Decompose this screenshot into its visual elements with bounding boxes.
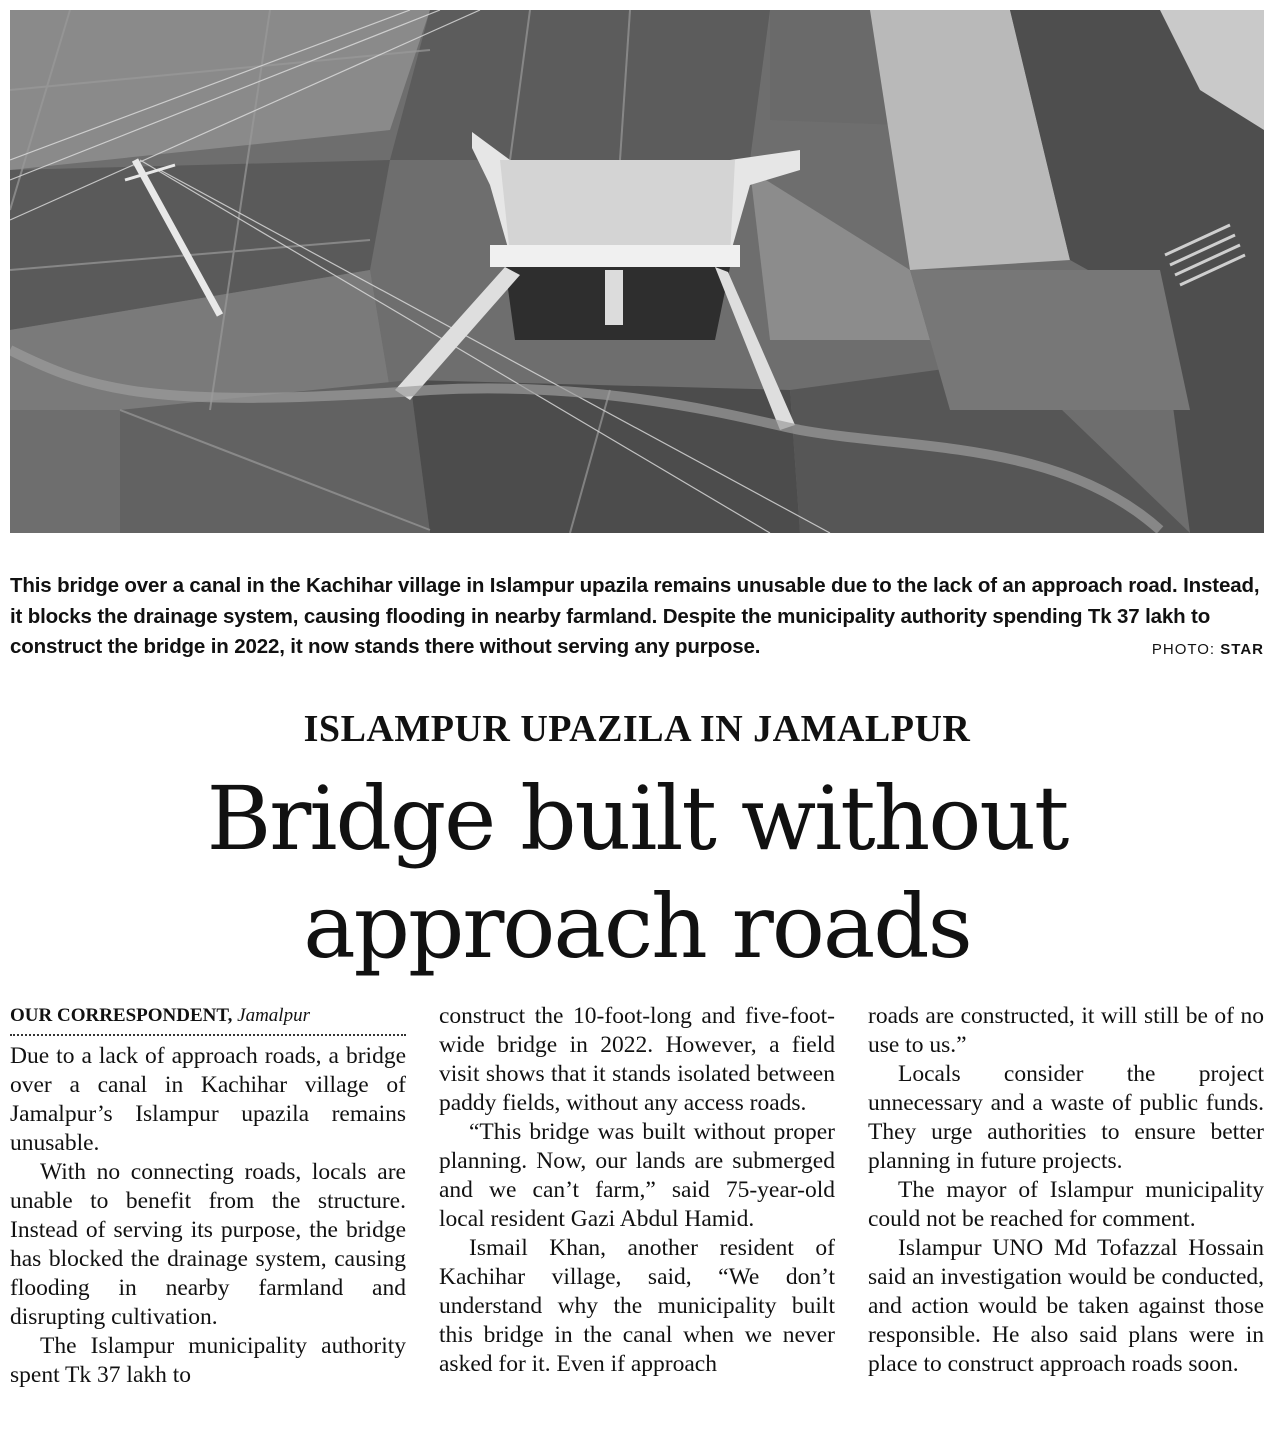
paragraph: The mayor of Islampur municipality could not be reached for comment.: [868, 1177, 1264, 1232]
photo-credit-label: PHOTO:: [1151, 641, 1216, 658]
paragraph: Islampur UNO Md Tofazzal Hossain said an investigation would be conducted, and action would be taken against those responsible. He also said plans were in place to construct approach roads soon.: [868, 1235, 1264, 1377]
byline: [10, 1002, 406, 1036]
paragraph: Due to a lack of approach roads, a bridge over a canal in Kachihar village of Jamalpur’s Islampur upazila remains unusable.: [10, 1043, 406, 1156]
paragraph: construct the 10-foot-long and five-foot-wide bridge in 2022. However, a field visit shows that it stands isolated between paddy fields, without any access roads.: [439, 1003, 835, 1116]
paragraph: With no connecting roads, locals are unable to benefit from the structure. Instead of serving its purpose, the bridge has blocked the drainage system, causing flooding in nearby farmland and disrupting cultivation.: [10, 1159, 406, 1330]
paragraph: roads are constructed, it will still be of no use to us.”: [868, 1003, 1264, 1058]
caption-text: This bridge over a canal in the Kachihar village in Islampur upazila remains unusable due to the lack of an approach road. Instead, it blocks the drainage system, causing flooding in nearby farmland. Despite the municipality authority spending Tk 37 lakh to construct the bridge in 2022, it now stands there without serving any purpose.: [10, 574, 1260, 658]
article-column-1: [10, 1002, 406, 1390]
headline-line-2: approach roads: [303, 875, 971, 978]
photo-credit: [1152, 635, 1264, 666]
paragraph: Locals consider the project unnecessary and a waste of public funds. They urge authorities to ensure better planning in future projects.: [868, 1061, 1264, 1174]
paragraph: Ismail Khan, another resident of Kachihar village, said, “We don’t understand why the municipality built this bridge in the canal when we never asked for it. Even if approach: [439, 1235, 835, 1377]
paragraph: “This bridge was built without proper planning. Now, our lands are submerged and we can’t farm,” said 75-year-old local resident Gazi Abdul Hamid.: [439, 1119, 835, 1232]
photo-credit-source: STAR: [1220, 641, 1264, 658]
article-headline: [0, 765, 1274, 981]
article-kicker: ISLAMPUR UPAZILA IN JAMALPUR: [303, 708, 971, 750]
bridge-aerial-image: [10, 10, 1264, 533]
article-photo: [10, 10, 1264, 533]
headline-line-1: Bridge built without: [206, 767, 1068, 870]
article-column-3: [868, 1002, 1264, 1379]
paragraph: The Islampur municipality authority spent Tk 37 lakh to: [10, 1333, 406, 1388]
byline-name: OUR CORRESPONDENT,: [10, 1005, 233, 1026]
article-column-2: [439, 1002, 835, 1379]
byline-place: Jamalpur: [237, 1005, 310, 1026]
photo-caption: [10, 571, 1264, 666]
